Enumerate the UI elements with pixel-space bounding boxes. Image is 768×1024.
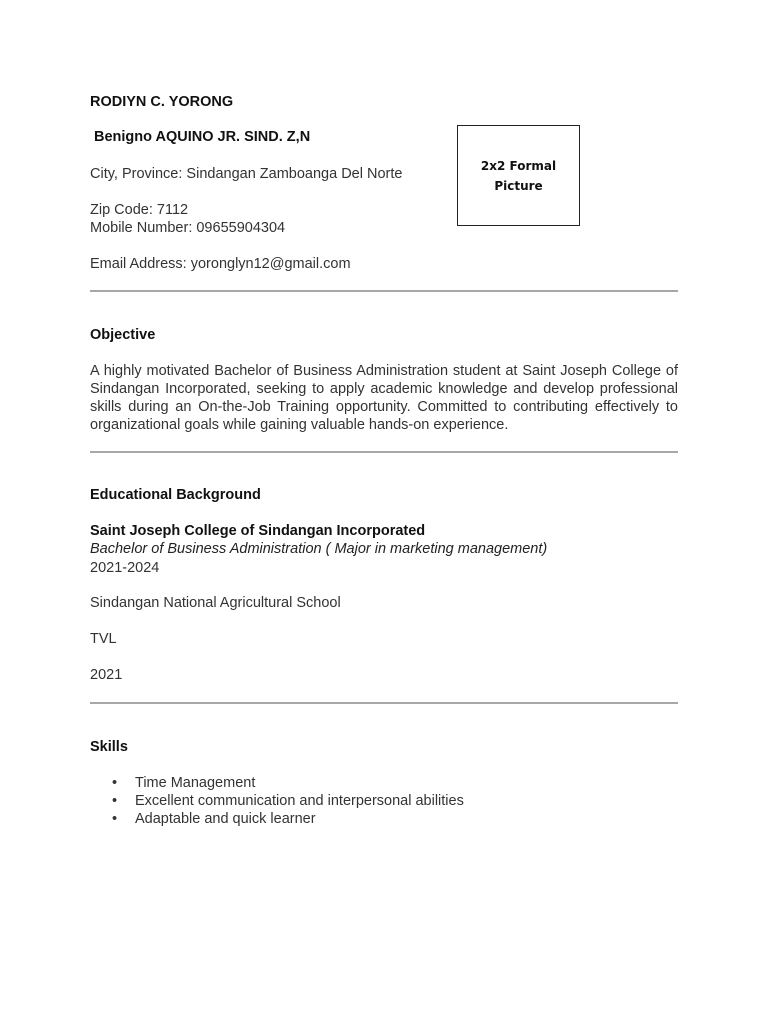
objective-text: A highly motivated Bachelor of Business Administration student at Saint Joseph College of Sindangan Incorporated, seeking to apply academic knowledge and develop professional skills during an On-the-Job Training opportunity. Committed to contributing effectively to organizational goals while gaining valuable hands-on experience. [90, 363, 678, 433]
city-province: City, Province: Sindangan Zamboanga Del Norte [90, 166, 403, 182]
college-school: Saint Joseph College of Sindangan Incorporated [90, 523, 426, 539]
skills-list [90, 774, 464, 828]
skill-label: Excellent communication and interpersonal abilities [135, 793, 464, 809]
senior-high-year: 2021 [90, 667, 123, 683]
skills-heading: Skills [90, 739, 128, 755]
applicant-name: RODIYN C. YORONG [90, 94, 234, 110]
photo-placeholder-label: 2x2 Formal Picture [480, 158, 557, 193]
college-degree: Bachelor of Business Administration ( Major in marketing management) [90, 541, 548, 557]
objective-heading: Objective [90, 327, 156, 343]
college-years: 2021-2024 [90, 560, 160, 576]
senior-high-track: TVL [90, 631, 117, 647]
education-heading: Educational Background [90, 487, 261, 503]
list-item: • Adaptable and quick learner [112, 811, 316, 827]
list-item: • Time Management [112, 775, 256, 791]
resume-page [90, 0, 678, 1024]
address-line: Benigno AQUINO JR. SIND. Z,N [94, 129, 311, 145]
section-divider [90, 451, 678, 453]
skill-label: Time Management [135, 775, 256, 791]
skill-label: Adaptable and quick learner [135, 811, 316, 827]
mobile-number: Mobile Number: 09655904304 [90, 220, 286, 236]
senior-high-school: Sindangan National Agricultural School [90, 595, 341, 611]
section-divider [90, 290, 678, 292]
zip-code: Zip Code: 7112 [90, 202, 189, 218]
list-item: • Excellent communication and interpersonal abilities [112, 793, 464, 809]
photo-placeholder [457, 125, 580, 226]
email-address: Email Address: yoronglyn12@gmail.com [90, 256, 351, 272]
section-divider [90, 702, 678, 704]
